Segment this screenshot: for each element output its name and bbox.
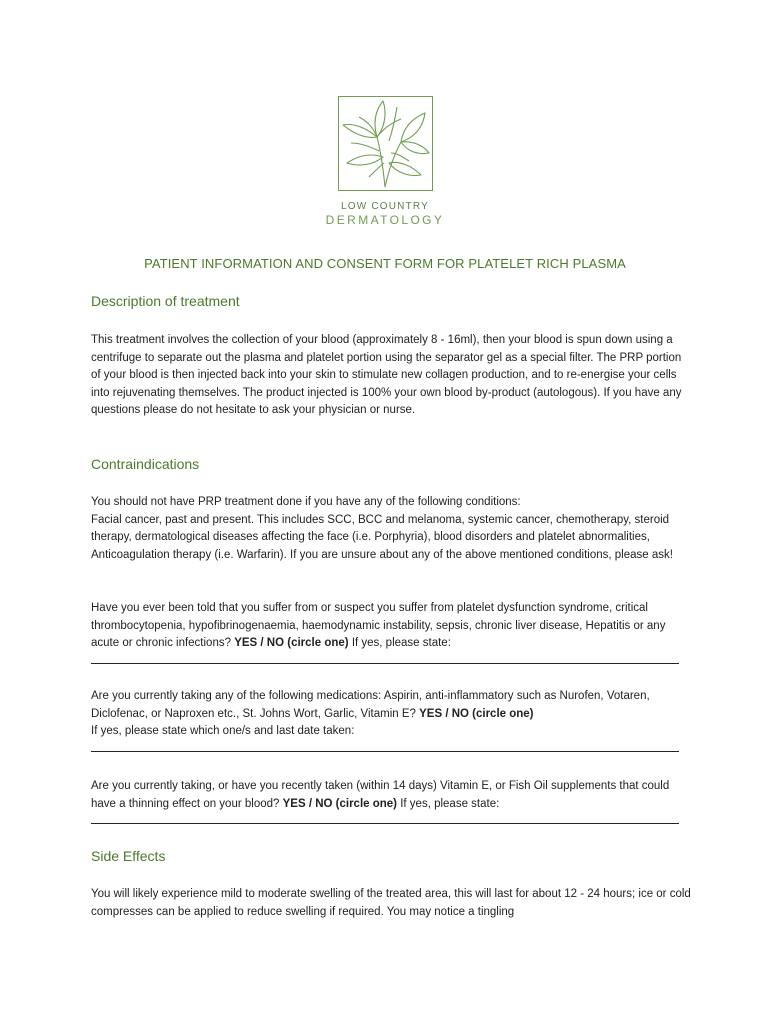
- contraindications-heading: Contraindications: [91, 456, 200, 472]
- question-platelet: [91, 600, 691, 664]
- description-body: [91, 332, 691, 420]
- answer-line-supplements[interactable]: [91, 814, 679, 824]
- answer-line-platelet[interactable]: [91, 654, 679, 664]
- contraindications-intro: You should not have PRP treatment done if you have any of the following conditions:: [91, 496, 521, 508]
- question-medications: [91, 688, 691, 752]
- question-platelet-follow: If yes, please state:: [351, 637, 451, 649]
- question-platelet-choice[interactable]: YES / NO (circle one): [234, 637, 349, 649]
- side-effects-heading: Side Effects: [91, 848, 166, 864]
- question-supplements-choice[interactable]: YES / NO (circle one): [282, 797, 398, 810]
- logo-text-top: LOW COUNTRY: [340, 201, 430, 212]
- contraindications-body: [91, 494, 691, 564]
- question-medications-text: Are you currently taking any of the following medications: Aspirin, anti-inflammatory such as Nurofen, Votaren, Diclofenac, or Naproxen etc., St. Johns Wort, Garlic, Vitamin E?: [91, 690, 650, 720]
- description-text: This treatment involves the collection of your blood (approximately 8 - 16ml), then your blood is spun down using a centrifuge to separate out the plasma and platelet portion using the separator gel as a special filter. The PRP portion of your blood is then injected back into your skin to stimulate new collagen production, and to re-energise your cells into rejuvenating themselves. The product injected is 100% your own blood by-product (autologous). If you have any questions please do not hesitate to ask your physician or nurse.: [91, 334, 682, 416]
- question-medications-choice[interactable]: YES / NO (circle one): [419, 707, 534, 720]
- question-platelet-text: Have you ever been told that you suffer from or suspect you suffer from platelet dysfunction syndrome, critical thrombocytopenia, hypofibrinogenaemia, haemodynamic instability, sepsis, chronic liver disease, Hepatitis or any acute or chronic infections?: [91, 602, 666, 649]
- contraindications-conditions: Facial cancer, past and present. This includes SCC, BCC and melanoma, systemic cancer, chemotherapy, steroid therapy, dermatological diseases affecting the face (i.e. Porphyria), blood disorders and platelet abnormalities, Anticoagulation therapy (i.e. Warfarin). If you are unsure about any of the above mentioned conditions, please ask!: [91, 513, 673, 561]
- answer-line-medications[interactable]: [91, 742, 679, 752]
- side-effects-text: You will likely experience mild to moderate swelling of the treated area, this will last for about 12 - 24 hours; ice or cold compresses can be applied to reduce swelling if required. You may notice a tingling: [91, 888, 691, 918]
- logo-text-bottom: DERMATOLOGY: [325, 213, 445, 227]
- question-supplements-text: Are you currently taking, or have you recently taken (within 14 days) Vitamin E, or Fish Oil supplements that could have a thinning effect on your blood?: [91, 780, 670, 810]
- question-medications-follow: If yes, please state which one/s and last date taken:: [91, 725, 355, 737]
- question-supplements-follow: If yes, please state:: [400, 797, 500, 810]
- form-title: PATIENT INFORMATION AND CONSENT FORM FOR PLATELET RICH PLASMA: [144, 256, 626, 271]
- leaf-logo-icon: [338, 96, 433, 191]
- question-supplements: [91, 778, 691, 824]
- description-heading: Description of treatment: [91, 293, 240, 309]
- side-effects-body: [91, 886, 691, 921]
- clinic-logo: [315, 96, 455, 227]
